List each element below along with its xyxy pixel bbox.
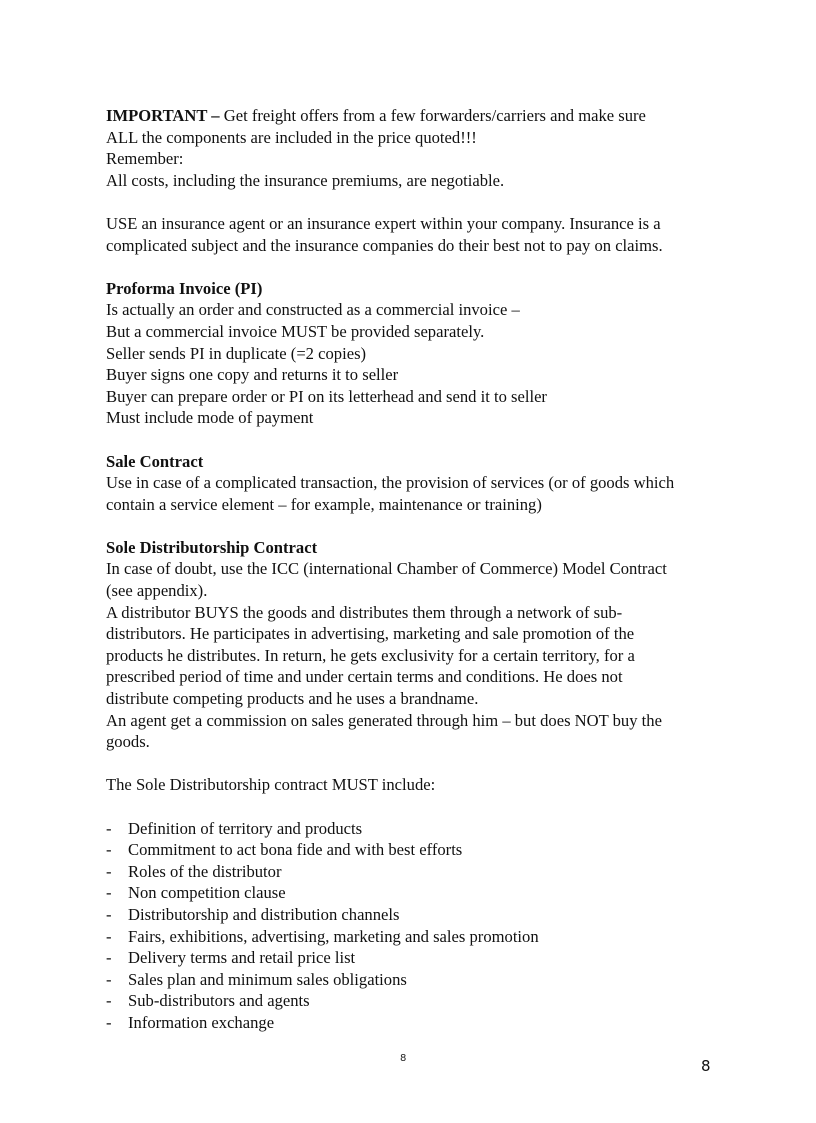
list-item xyxy=(106,969,726,991)
sole-distributorship-line: distribute competing products and he uses a brandname. xyxy=(106,689,479,709)
list-dash: - xyxy=(106,1012,112,1032)
sole-distributorship-line: (see appendix). xyxy=(106,581,208,601)
list-item xyxy=(106,882,726,904)
list-dash: - xyxy=(106,840,112,860)
list-dash: - xyxy=(106,861,112,881)
list-item-text: Roles of the distributor xyxy=(128,861,282,881)
list-item-text: Information exchange xyxy=(128,1012,275,1032)
sale-contract-line: contain a service element – for example, maintenance or training) xyxy=(106,494,542,514)
spacer xyxy=(106,796,726,818)
list-item xyxy=(106,926,726,948)
list-dash: - xyxy=(106,948,112,968)
list-item-text: Fairs, exhibitions, advertising, marketing and sales promotion xyxy=(128,926,539,946)
list-item-text: Commitment to act bona fide and with best efforts xyxy=(128,840,463,860)
sole-distributorship-line: distributors. He participates in advertising, marketing and sale promotion of the xyxy=(106,624,635,644)
list-dash: - xyxy=(106,904,112,924)
sale-contract-line: Use in case of a complicated transaction, the provision of services (or of goods which xyxy=(106,473,675,493)
sole-distributorship-line: prescribed period of time and under certain terms and conditions. He does not xyxy=(106,667,623,687)
list-item xyxy=(106,861,726,883)
document-page xyxy=(106,105,726,1034)
must-include-intro: The Sole Distributorship contract MUST include: xyxy=(106,775,436,795)
spacer xyxy=(106,256,726,278)
requirements-list xyxy=(106,818,726,1034)
proforma-line: Is actually an order and constructed as a commercial invoice – xyxy=(106,300,520,320)
list-item xyxy=(106,839,726,861)
sole-distributorship-heading: Sole Distributorship Contract xyxy=(106,537,318,557)
insurance-line-2: complicated subject and the insurance companies do their best not to pay on claims. xyxy=(106,235,663,255)
sole-distributorship-line: products he distributes. In return, he gets exclusivity for a certain territory, for a xyxy=(106,645,635,665)
important-label: IMPORTANT – xyxy=(106,106,220,125)
important-text: Get freight offers from a few forwarders/carriers and make sure xyxy=(219,106,646,125)
list-item xyxy=(106,990,726,1012)
important-line-2: ALL the components are included in the price quoted!!! xyxy=(106,127,477,147)
spacer xyxy=(106,515,726,537)
sole-distributorship-line: In case of doubt, use the ICC (international Chamber of Commerce) Model Contract xyxy=(106,559,667,579)
list-dash: - xyxy=(106,883,112,903)
proforma-line: But a commercial invoice MUST be provided separately. xyxy=(106,321,485,341)
list-dash: - xyxy=(106,991,112,1011)
sale-contract-heading: Sale Contract xyxy=(106,451,204,471)
list-item-text: Delivery terms and retail price list xyxy=(128,948,356,968)
list-item-text: Definition of territory and products xyxy=(128,818,363,838)
important-line-4: All costs, including the insurance premiums, are negotiable. xyxy=(106,170,505,190)
sole-distributorship-line: A distributor BUYS the goods and distributes them through a network of sub- xyxy=(106,602,623,622)
spacer xyxy=(106,429,726,451)
proforma-line: Seller sends PI in duplicate (=2 copies) xyxy=(106,343,367,363)
proforma-line: Buyer can prepare order or PI on its letterhead and send it to seller xyxy=(106,386,547,406)
list-dash: - xyxy=(106,818,112,838)
list-dash: - xyxy=(106,926,112,946)
important-line-1 xyxy=(106,105,726,127)
list-item xyxy=(106,818,726,840)
list-item xyxy=(106,1012,726,1034)
list-item-text: Sales plan and minimum sales obligations xyxy=(128,969,407,989)
proforma-heading: Proforma Invoice (PI) xyxy=(106,278,263,298)
list-item-text: Non competition clause xyxy=(128,883,286,903)
proforma-line: Must include mode of payment xyxy=(106,408,314,428)
proforma-line: Buyer signs one copy and returns it to seller xyxy=(106,365,399,385)
important-line-3: Remember: xyxy=(106,149,184,169)
list-item-text: Distributorship and distribution channels xyxy=(128,904,400,924)
sole-distributorship-line: An agent get a commission on sales generated through him – but does NOT buy the xyxy=(106,710,662,730)
list-dash: - xyxy=(106,969,112,989)
insurance-line-1: USE an insurance agent or an insurance expert within your company. Insurance is a xyxy=(106,213,661,233)
list-item xyxy=(106,904,726,926)
list-item xyxy=(106,947,726,969)
spacer xyxy=(106,191,726,213)
list-item-text: Sub-distributors and agents xyxy=(128,991,310,1011)
spacer xyxy=(106,753,726,775)
sole-distributorship-line: goods. xyxy=(106,732,150,752)
page-number-small: 8 xyxy=(400,1053,407,1064)
page-number-large: 8 xyxy=(701,1057,711,1075)
